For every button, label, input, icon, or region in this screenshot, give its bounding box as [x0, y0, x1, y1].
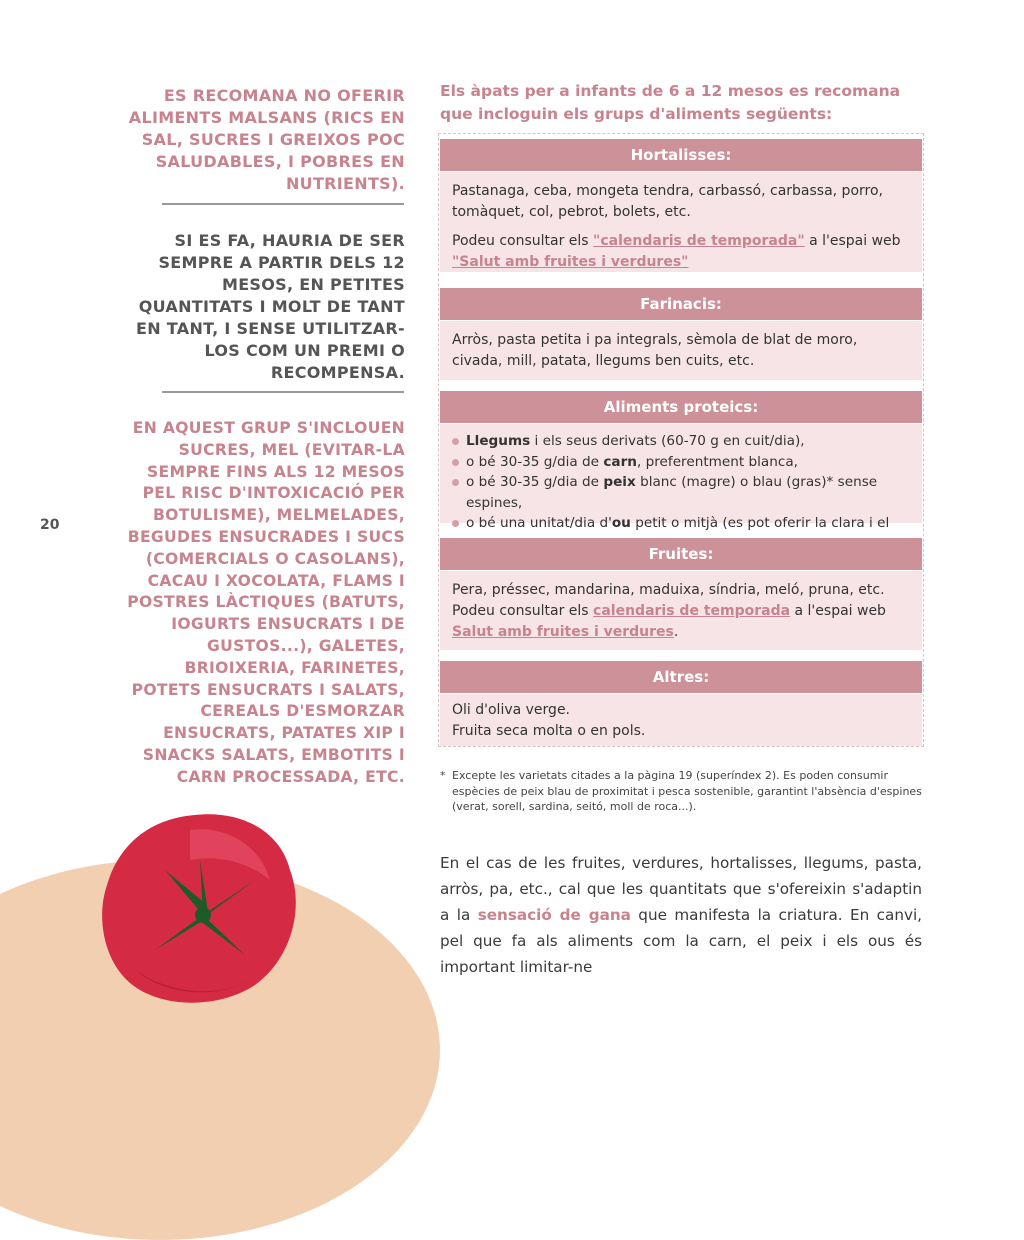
section-title: Aliments proteics:: [440, 391, 922, 423]
section-body: [440, 320, 922, 380]
tomato-illustration: [95, 800, 305, 1010]
section-body: [440, 171, 922, 272]
footnote-text: Excepte les varietats citades a la pàgina 19 (superíndex 2). Es poden consumir espècies de peix blau de proximitat i pesca sostenible, garantint l'absència d'espines (verat, sorell, sardina, seitó, moll de roca...).: [452, 769, 922, 813]
divider: [162, 391, 404, 393]
body-paragraph: En el cas de les fruites, verdures, hortalisses, llegums, pasta, arròs, pa, etc., cal que les quantitats que s'ofereixin s'adaptin a la sensació de gana que manifesta la criatura. En canvi, pel que fa als aliments com la carn, el peix i els ous és important limitar-ne: [440, 854, 922, 976]
altres-text: Oli d'oliva verge. Fruita seca molta o en pols.: [452, 702, 646, 739]
link-calendaris-temporada[interactable]: "calendaris de temporada": [593, 233, 805, 249]
section-altres: [440, 661, 922, 746]
section-title: Fruites:: [440, 538, 922, 570]
proteics-list: [452, 431, 910, 554]
fruites-text: Pera, préssec, mandarina, maduixa, síndria, meló, pruna, etc. Podeu consultar els calendaris de temporada a l'espai web Salut amb fruites i verdures.: [452, 582, 886, 640]
section-hortalisses: [440, 139, 922, 272]
link-salut-fruites-verdures[interactable]: "Salut amb fruites i verdures": [452, 254, 689, 270]
hortalisses-links: Podeu consultar els "calendaris de temporada" a l'espai web "Salut amb fruites i verdures": [452, 233, 901, 270]
section-title: Hortalisses:: [440, 139, 922, 171]
section-body: [440, 570, 922, 650]
section-fruites: [440, 538, 922, 650]
section-title: Altres:: [440, 661, 922, 693]
hortalisses-text: Pastanaga, ceba, mongeta tendra, carbassó, carbassa, porro, tomàquet, col, pebrot, bolets, etc.: [452, 183, 883, 220]
left-examples-text: EN AQUEST GRUP S'INCLOUEN SUCRES, MEL (EVITAR-LA SEMPRE FINS ALS 12 MESOS PEL RISC D'INTOXICACIÓ PER BOTULISME), MELMELADES, BEGUDES ENSUCRADES I SUCS (COMERCIALS O CASOLANS), CACAU I XOCOLATA, FLAMS I POSTRES LÀCTIQUES (BATUTS, IOGURTS ENSUCRATS I DE GUSTOS...), GALETES, BRIOIXERIA, FARINETES, POTETS ENSUCRATS I SALATS, CEREALS D'ESMORZAR ENSUCRATS, PATATES XIP I SNACKS SALATS, EMBOTITS I CARN PROCESSADA, ETC.: [127, 419, 405, 786]
list-item: Llegums i els seus derivats (60-70 g en cuit/dia),: [452, 431, 910, 452]
divider: [162, 203, 404, 205]
list-item: o bé una unitat/dia d'ou petit o mitjà (es pot oferir la clara i el: [452, 513, 910, 554]
footnote: * Excepte les varietats citades a la pàgina 19 (superíndex 2). Es poden consumir espècies de peix blau de proximitat i pesca sostenible, garantint l'absència d'espines (verat, sorell, sardina, seitó, moll de roca...).: [440, 769, 922, 813]
list-item: o bé 30-35 g/dia de carn, preferentment blanca,: [452, 452, 910, 473]
section-body: [440, 423, 922, 531]
section-title: Farinacis:: [440, 288, 922, 320]
page-number: 20: [40, 517, 60, 533]
section-body: [440, 693, 922, 746]
section-aliments-proteics: [440, 391, 922, 531]
farinacis-text: Arròs, pasta petita i pa integrals, sèmola de blat de moro, civada, mill, patata, llegums ben cuits, etc.: [452, 332, 858, 369]
left-advice-text: SI ES FA, HAURIA DE SER SEMPRE A PARTIR DELS 12 MESOS, EN PETITES QUANTITATS I MOLT DE TANT EN TANT, I SENSE UTILITZAR-LOS COM UN PREMI O RECOMPENSA.: [136, 231, 405, 382]
highlight-sensacio-gana: sensació de gana: [477, 906, 631, 924]
link-calendaris-temporada[interactable]: calendaris de temporada: [593, 603, 791, 619]
link-salut-fruites-verdures[interactable]: Salut amb fruites i verdures: [452, 624, 674, 640]
list-item: o bé 30-35 g/dia de peix blanc (magre) o blau (gras)* sense espines,: [452, 472, 910, 513]
section-farinacis: [440, 288, 922, 380]
intro-heading: Els àpats per a infants de 6 a 12 mesos es recomana que incloguin els grups d'aliments següents:: [440, 82, 901, 123]
left-warning-text: ES RECOMANA NO OFERIR ALIMENTS MALSANS (RICS EN SAL, SUCRES I GREIXOS POC SALUDABLES, I POBRES EN NUTRIENTS).: [128, 86, 405, 193]
